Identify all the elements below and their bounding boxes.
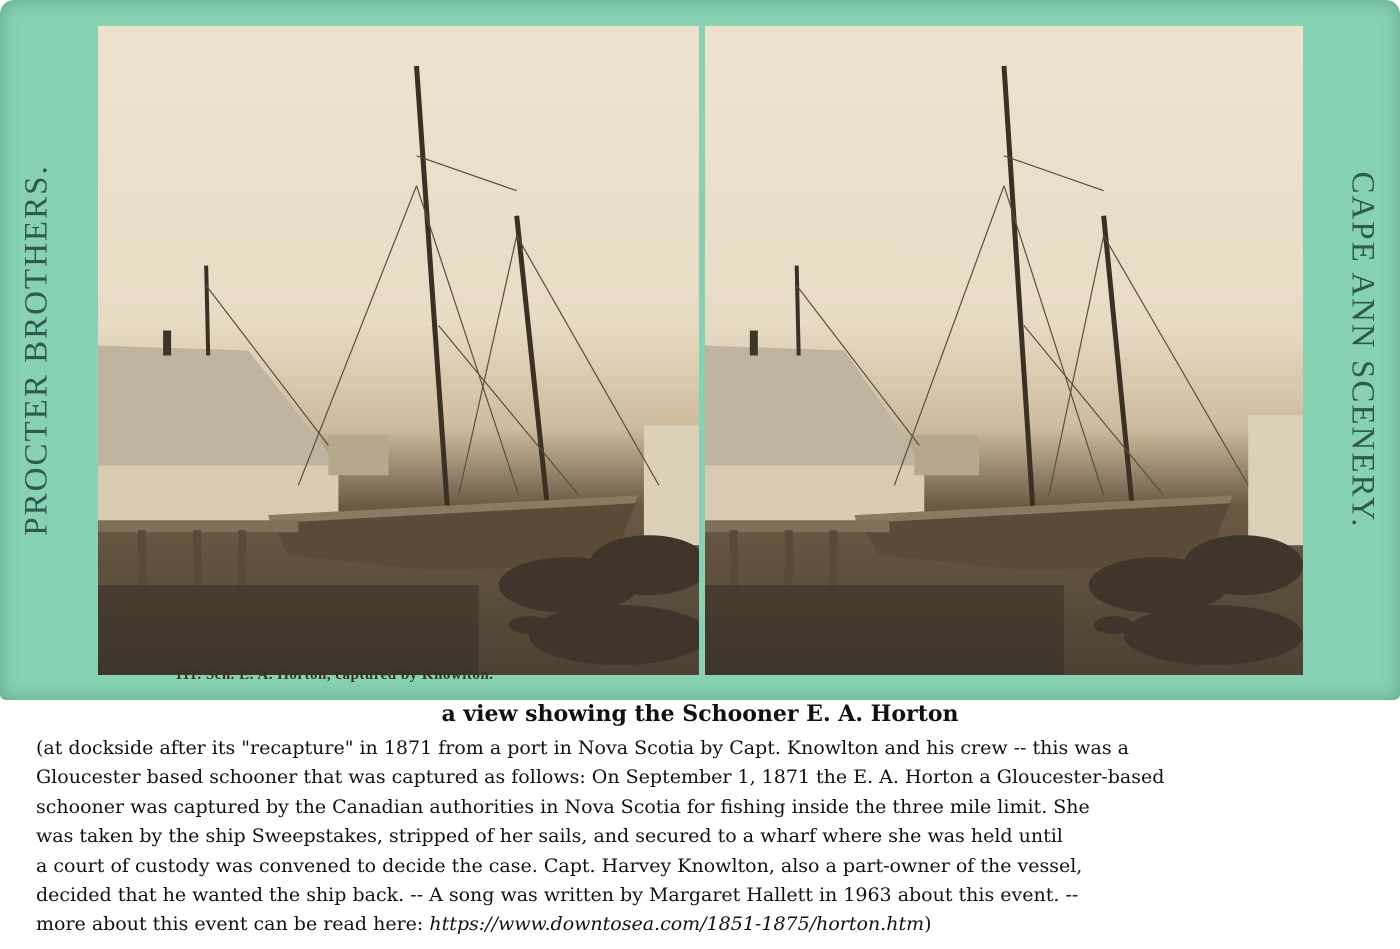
caption-line: (at dockside after its "recapture" in 1871 from a port in Nova Scotia by Capt. Knowlton and his crew -- this was a	[36, 737, 1129, 759]
source-link[interactable]: https://www.downtosea.com/1851-1875/horton.htm	[429, 913, 925, 936]
schooner-photo-left	[98, 26, 699, 675]
caption-title: a view showing the Schooner E. A. Horton	[441, 701, 959, 727]
caption-line: a court of custody was convened to decide the case. Capt. Harvey Knowlton, also a part-owner of the vessel,	[36, 854, 1083, 877]
caption-line: schooner was captured by the Canadian authorities in Nova Scotia for fishing inside the three mile limit. She	[36, 795, 1090, 818]
stereo-photo-left	[98, 26, 699, 675]
series-label: CAPE ANN SCENERY.	[1344, 171, 1381, 529]
caption-link-prefix: more about this event can be read here:	[36, 913, 430, 936]
caption-body	[36, 734, 1376, 940]
caption-line: Gloucester based schooner that was captured as follows: On September 1, 1871 the E. A. Horton a Gloucester-based	[36, 766, 1165, 789]
stereo-photo-right	[705, 26, 1303, 675]
publisher-label: PROCTER BROTHERS.	[18, 164, 55, 536]
caption-link-suffix: )	[924, 913, 932, 936]
plate-caption: 111. Sch. E. A. Horton, captured by Knowlton.	[175, 667, 494, 683]
schooner-photo-right	[705, 26, 1303, 675]
caption-line: was taken by the ship Sweepstakes, stripped of her sails, and secured to a wharf where she was held until	[36, 825, 1063, 848]
caption-line: decided that he wanted the ship back. -- A song was written by Margaret Hallett in 1963 about this event. --	[36, 884, 1079, 907]
caption-line-last	[36, 910, 1376, 939]
